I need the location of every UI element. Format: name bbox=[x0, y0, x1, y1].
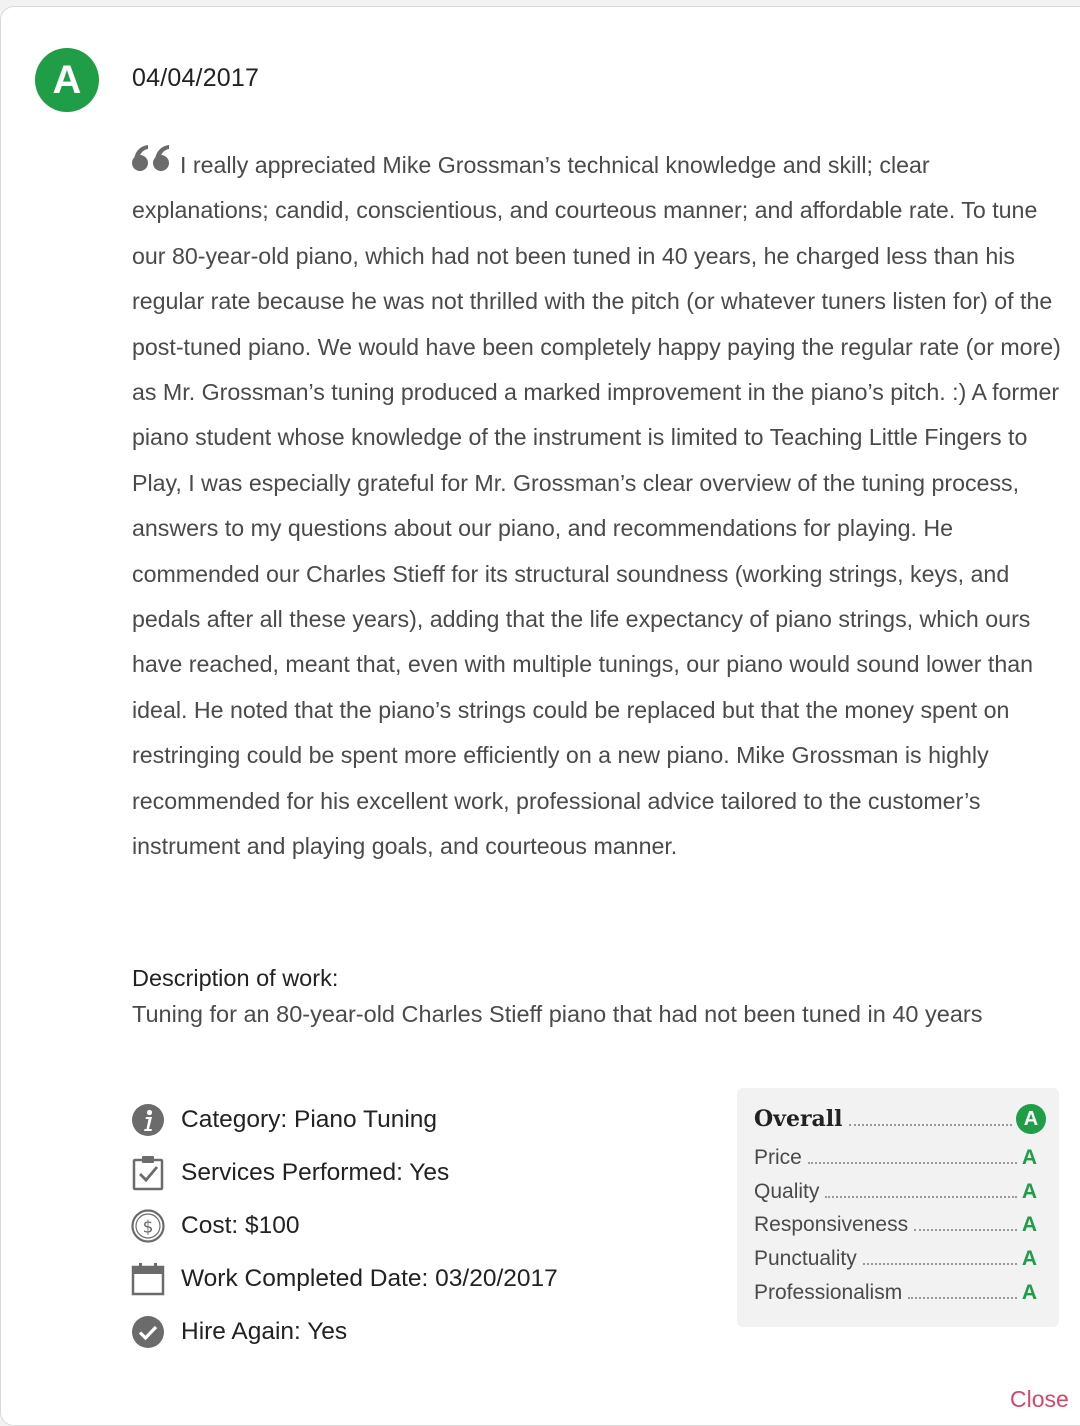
grade-value: A bbox=[1021, 1247, 1037, 1270]
grade-row-responsiveness bbox=[754, 1213, 1037, 1237]
grade-row-punctuality bbox=[754, 1247, 1037, 1271]
detail-cost bbox=[131, 1199, 691, 1252]
detail-services-performed bbox=[131, 1146, 691, 1199]
category-text: Category: Piano Tuning bbox=[181, 1105, 438, 1133]
dotted-leader bbox=[863, 1263, 1017, 1265]
services-performed-text: Services Performed: Yes bbox=[181, 1158, 450, 1186]
reviewer-grade-avatar: A bbox=[35, 48, 99, 112]
overall-grade-badge: A bbox=[1016, 1104, 1046, 1134]
grades-panel bbox=[737, 1088, 1059, 1327]
detail-work-completed bbox=[131, 1252, 691, 1305]
cost-text: Cost: $100 bbox=[181, 1211, 300, 1239]
grade-row-price bbox=[754, 1146, 1037, 1170]
hire-again-text: Hire Again: Yes bbox=[181, 1317, 348, 1345]
grade-value: A bbox=[1021, 1281, 1037, 1304]
detail-hire-again bbox=[131, 1305, 691, 1358]
grade-row-overall bbox=[754, 1104, 1037, 1132]
review-text: I really appreciated Mike Grossman’s technical knowledge and skill; clear explanations; candid, conscientious, and courteous manner; and affordable rate. To tune our 80-year-old piano, which had not been tuned in 40 years, he charged less than his regular rate because he was not thrilled with the pitch (or whatever tuners listen for) of the post-tuned piano. We would have been completely happy paying the regular rate (or more) as Mr. Grossman’s tuning produced a marked improvement in the piano’s pitch. :) A former piano student whose knowledge of the instrument is limited to Teaching Little Fingers to Play, I was especially grateful for Mr. Grossman’s clear overview of the tuning process, answers to my questions about our piano, and recommendations for playing. He commended our Charles Stieff for its structural soundness (working strings, keys, and pedals after all these years), adding that the life expectancy of piano strings, which ours have reached, meant that, even with multiple tunings, our piano would sound lower than ideal. He noted that the piano’s strings could be replaced but that the money spent on restringing could be spent more efficiently on a new piano. Mike Grossman is highly recommended for his excellent work, professional advice tailored to the customer’s instrument and playing goals, and courteous manner. bbox=[132, 152, 1061, 860]
grade-label: Price bbox=[754, 1146, 802, 1169]
grade-row-professionalism bbox=[754, 1281, 1037, 1305]
dollar-icon bbox=[131, 1209, 165, 1243]
dotted-leader bbox=[849, 1124, 1012, 1126]
grade-label: Responsiveness bbox=[754, 1213, 909, 1236]
job-details-list bbox=[131, 1093, 691, 1358]
clipboard-check-icon bbox=[131, 1156, 165, 1190]
grade-row-quality bbox=[754, 1180, 1037, 1204]
grade-value: A bbox=[1021, 1213, 1037, 1236]
grade-value: A bbox=[1021, 1146, 1037, 1169]
info-icon bbox=[131, 1103, 165, 1137]
review-date: 04/04/2017 bbox=[132, 64, 260, 92]
grade-value: A bbox=[1021, 1180, 1037, 1203]
calendar-icon bbox=[131, 1262, 165, 1296]
grade-label: Punctuality bbox=[754, 1247, 857, 1270]
dotted-leader bbox=[914, 1229, 1017, 1231]
grade-label: Overall bbox=[754, 1106, 843, 1132]
grade-label: Quality bbox=[754, 1180, 820, 1203]
review-body bbox=[132, 143, 1062, 870]
close-link[interactable]: Close bbox=[1010, 1386, 1069, 1412]
check-circle-icon bbox=[131, 1315, 165, 1349]
grade-label: Professionalism bbox=[754, 1281, 903, 1304]
quote-icon bbox=[132, 144, 172, 172]
svg-text:$: $ bbox=[142, 1217, 154, 1237]
work-completed-text: Work Completed Date: 03/20/2017 bbox=[181, 1264, 558, 1292]
dotted-leader bbox=[825, 1196, 1017, 1198]
detail-category bbox=[131, 1093, 691, 1146]
review-card bbox=[0, 6, 1080, 1426]
dotted-leader bbox=[808, 1162, 1017, 1164]
description-text: Tuning for an 80-year-old Charles Stieff piano that had not been tuned in 40 years bbox=[132, 1001, 983, 1027]
description-label: Description of work: bbox=[132, 965, 339, 991]
dotted-leader bbox=[908, 1297, 1017, 1299]
